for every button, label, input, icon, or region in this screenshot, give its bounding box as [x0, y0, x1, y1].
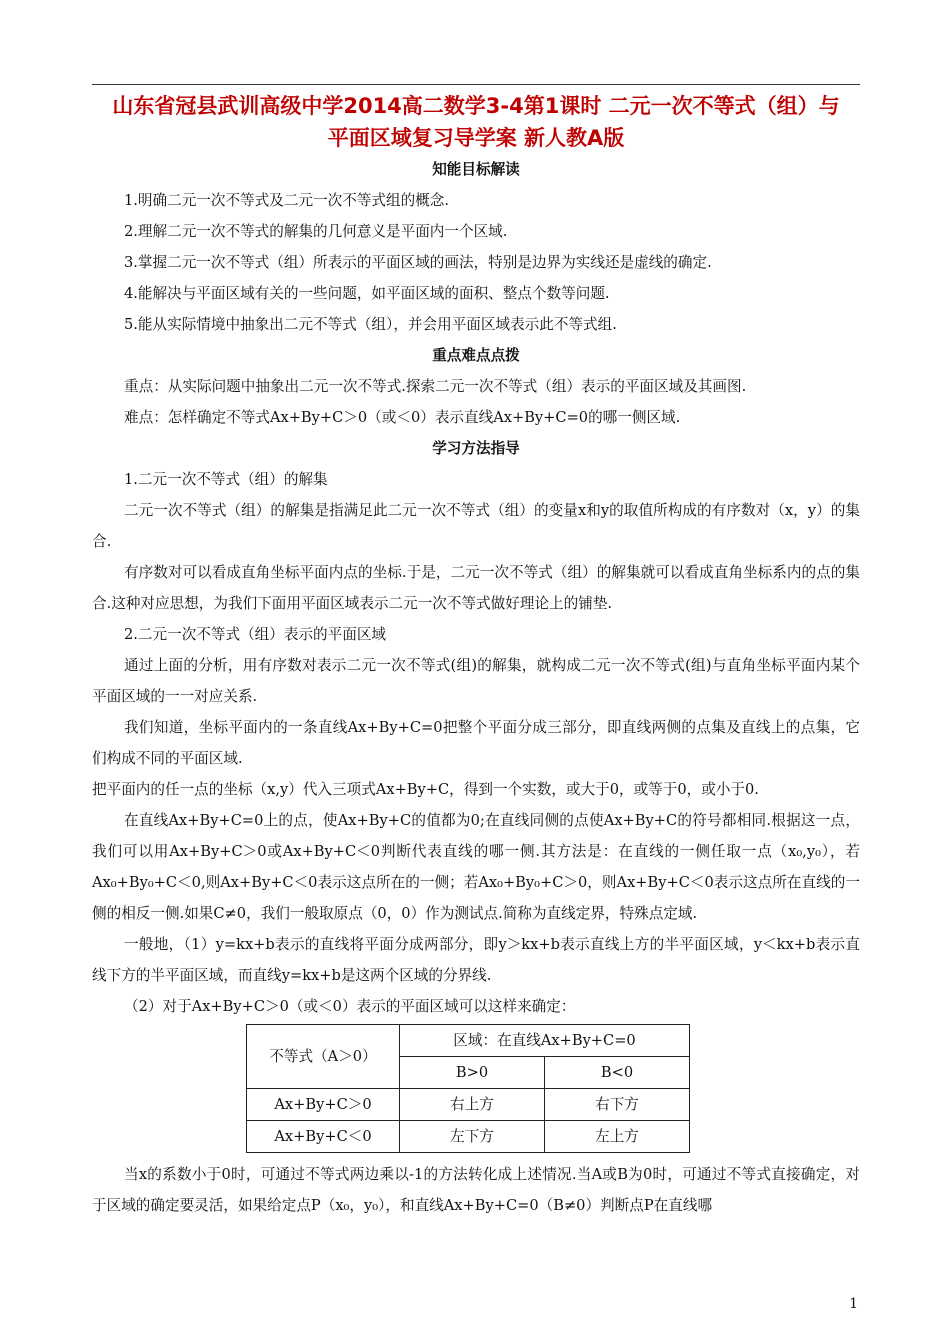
table-cell: 右下方 [545, 1089, 690, 1121]
table-subheader: B<0 [545, 1057, 690, 1089]
section-heading: 重点难点点拨 [432, 347, 520, 364]
paragraph: 在直线Ax+By+C=0上的点，使Ax+By+C的值都为0;在直线同侧的点使Ax+By+C的符号都相同.根据这一点，我们可以用Ax+By+C＞0或Ax+By+C＜0判断代表直线的哪一侧.其方法是：在直线的一侧任取一点（x₀,y₀），若Ax₀+By₀+C＜0,则Ax+By+C＜0表示这点所在的一侧；若Ax₀+By₀+C＞0，则Ax+By+C＜0表示这点所在直线的一侧的相反一侧.如果C≠0，我们一般取原点（0，0）作为测试点.简称为直线定界，特殊点定域. [92, 812, 860, 922]
paragraph: 当x的系数小于0时，可通过不等式两边乘以-1的方法转化成上述情况.当A或B为0时，可通过不等式直接确定，对于区域的确定要灵活，如果给定点P（x₀，y₀），和直线Ax+By+C=0（B≠0）判断点P在直线哪 [92, 1166, 860, 1214]
paragraph: 我们知道，坐标平面内的一条直线Ax+By+C=0把整个平面分成三部分，即直线两侧的点集及直线上的点集，它们构成不同的平面区域. [92, 719, 860, 767]
table-cell: Ax+By+C＜0 [247, 1121, 400, 1153]
table-row [247, 1121, 690, 1153]
section-heading: 学习方法指导 [432, 440, 520, 457]
page-number: 1 [849, 1296, 858, 1312]
paragraph: 通过上面的分析，用有序数对表示二元一次不等式(组)的解集，就构成二元一次不等式(组)与直角坐标平面内某个平面区域的一一对应关系. [92, 657, 860, 705]
title-line-2: 平面区域复习导学案 新人教A版 [327, 126, 625, 150]
region-table [246, 1024, 690, 1153]
section-heading: 知能目标解读 [432, 161, 520, 178]
table-header-inequality: 不等式（A＞0） [247, 1025, 400, 1089]
paragraph: 一般地，（1）y=kx+b表示的直线将平面分成两部分，即y＞kx+b表示直线上方的半平面区域，y＜kx+b表示直线下方的半平面区域，而直线y=kx+b是这两个区域的分界线. [92, 936, 860, 984]
document-title [92, 90, 860, 154]
table-subheader: B>0 [400, 1057, 545, 1089]
paragraph: 有序数对可以看成直角坐标平面内点的坐标.于是，二元一次不等式（组）的解集就可以看成直角坐标系内的点的集合.这种对应思想，为我们下面用平面区域表示二元一次不等式做好理论上的铺垫. [92, 564, 860, 612]
table-cell: Ax+By+C＞0 [247, 1089, 400, 1121]
table-row [247, 1089, 690, 1121]
document-body [92, 154, 860, 1221]
objective-item: 4.能解决与平面区域有关的一些问题，如平面区域的面积、整点个数等问题. [124, 285, 610, 302]
paragraph: （2）对于Ax+By+C＞0（或＜0）表示的平面区域可以这样来确定： [124, 998, 576, 1015]
paragraph: 把平面内的任一点的坐标（x,y）代入三项式Ax+By+C，得到一个实数，或大于0，或等于0，或小于0. [92, 781, 759, 798]
focus-paragraph: 重点：从实际问题中抽象出二元一次不等式.探索二元一次不等式（组）表示的平面区域及其画图. [124, 378, 747, 395]
title-line-1: 山东省冠县武训高级中学2014高二数学3-4第1课时 二元一次不等式（组）与 [112, 94, 840, 118]
table-header-region: 区域：在直线Ax+By+C=0 [400, 1025, 690, 1057]
header-rule [92, 84, 860, 85]
objective-item: 2.理解二元一次不等式的解集的几何意义是平面内一个区域. [124, 223, 508, 240]
table-cell: 左下方 [400, 1121, 545, 1153]
paragraph: 1.二元一次不等式（组）的解集 [124, 471, 328, 488]
difficulty-paragraph: 难点：怎样确定不等式Ax+By+C＞0（或＜0）表示直线Ax+By+C=0的哪一侧区域. [124, 409, 681, 426]
paragraph: 2.二元一次不等式（组）表示的平面区域 [124, 626, 387, 643]
objective-item: 1.明确二元一次不等式及二元一次不等式组的概念. [124, 192, 450, 209]
paragraph: 二元一次不等式（组）的解集是指满足此二元一次不等式（组）的变量x和y的取值所构成的有序数对（x，y）的集合. [92, 502, 860, 550]
table-cell: 右上方 [400, 1089, 545, 1121]
objective-item: 5.能从实际情境中抽象出二元不等式（组），并会用平面区域表示此不等式组. [124, 316, 617, 333]
table-cell: 左上方 [545, 1121, 690, 1153]
objective-item: 3.掌握二元一次不等式（组）所表示的平面区域的画法，特别是边界为实线还是虚线的确定. [124, 254, 712, 271]
